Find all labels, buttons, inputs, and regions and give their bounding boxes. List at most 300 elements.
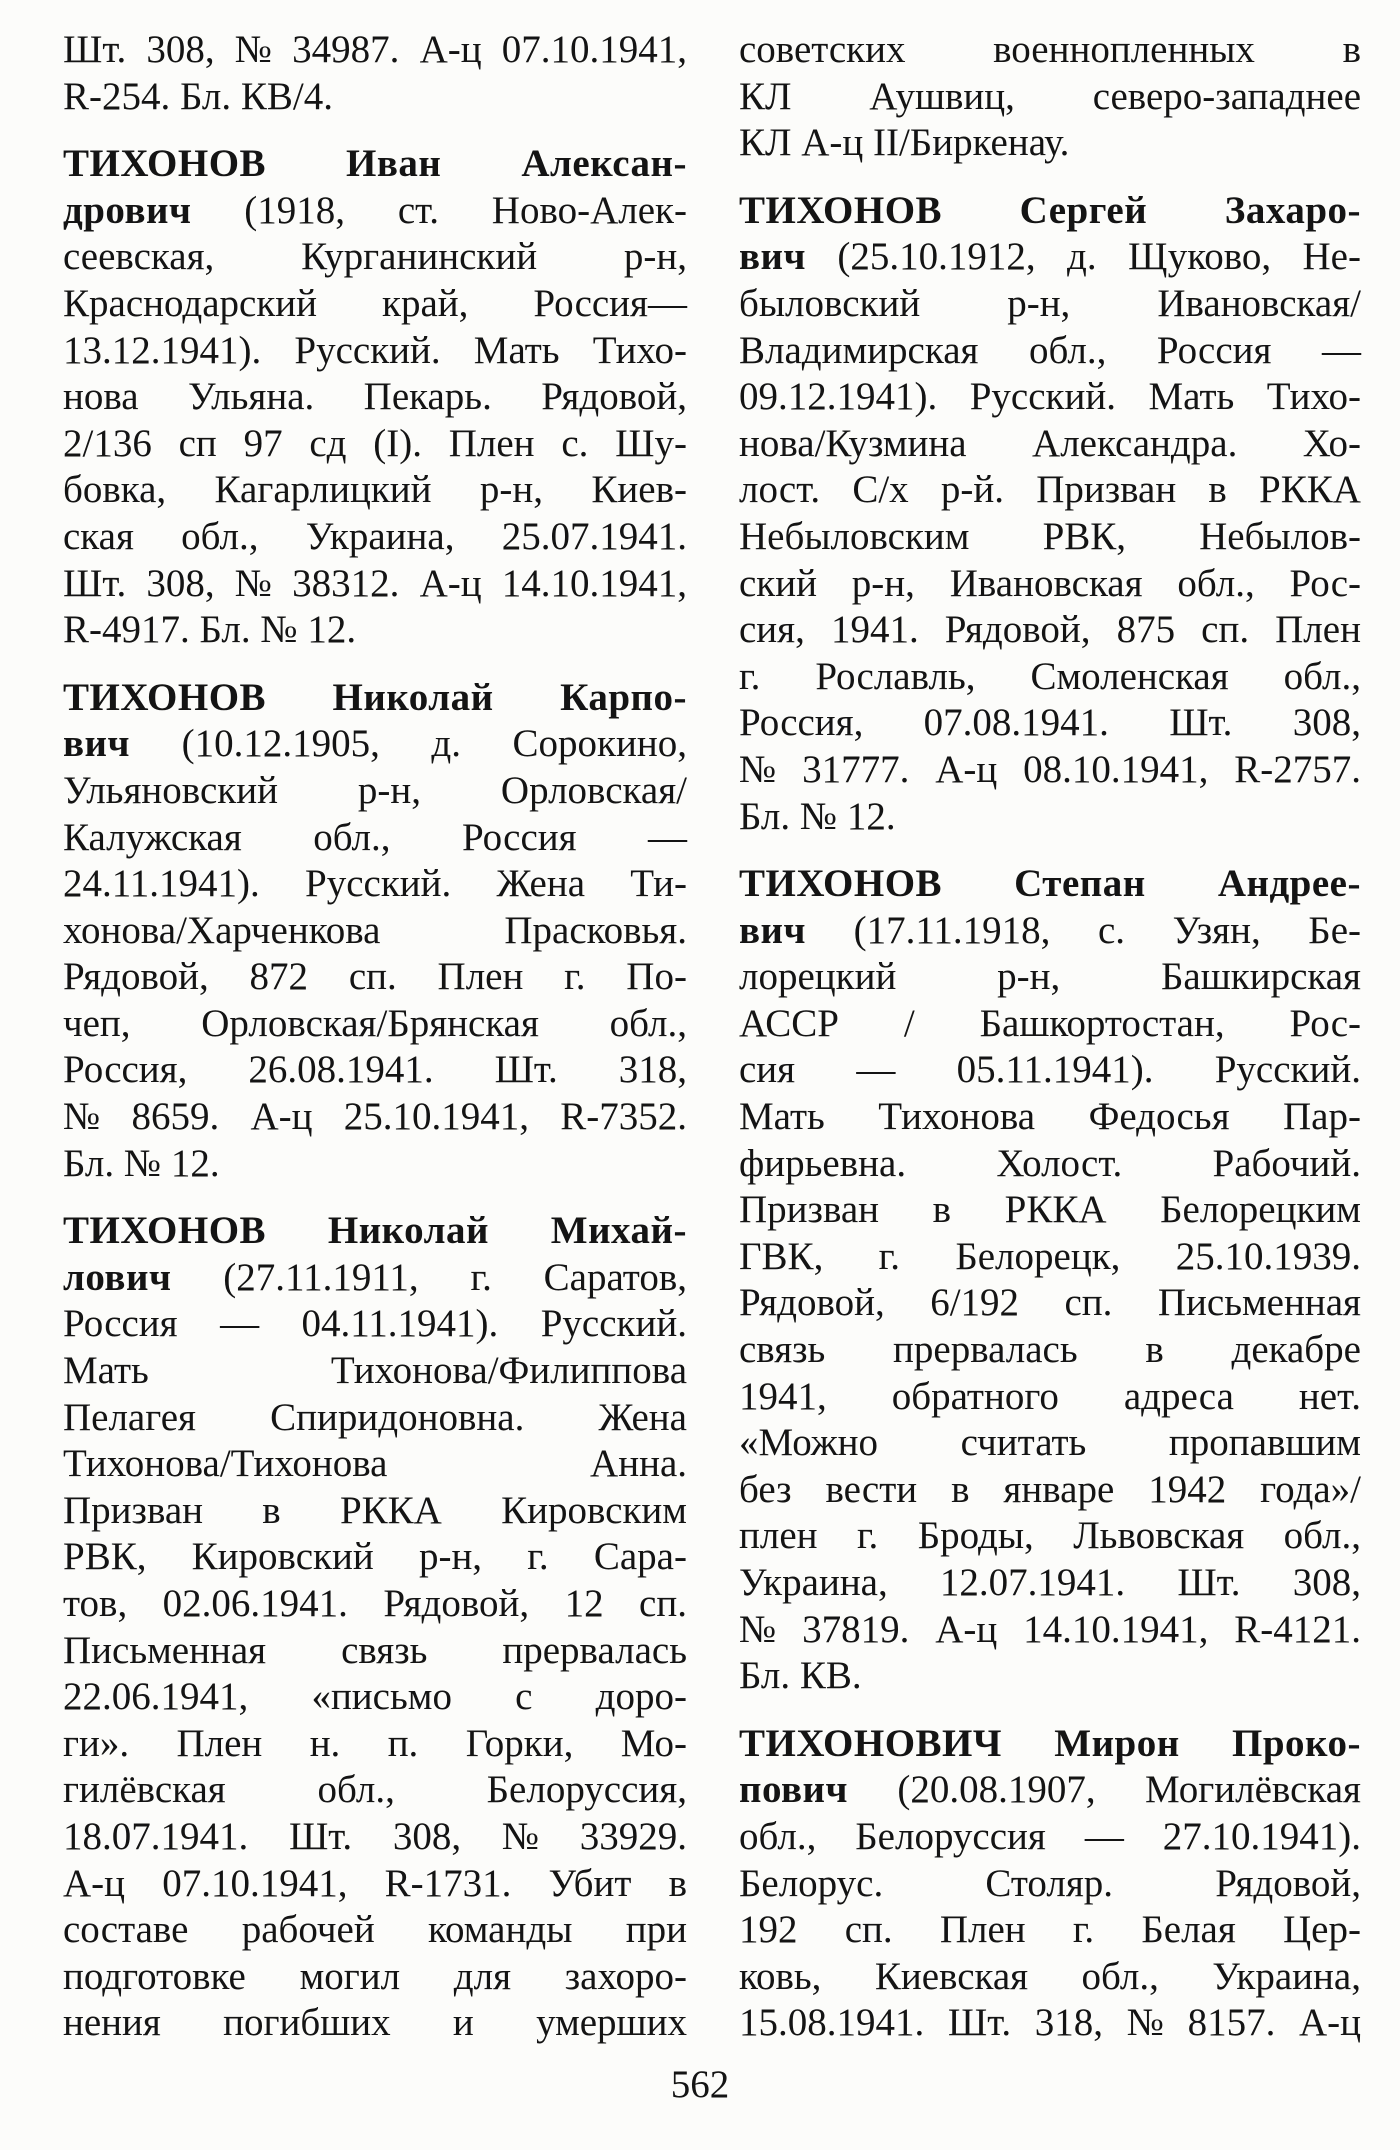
- word: Ульяна.: [187, 375, 315, 419]
- word: Тихонова/Тихонова: [63, 1442, 388, 1486]
- word: Орловская/Брянская: [201, 1001, 539, 1045]
- word: Владимирская: [739, 328, 979, 372]
- word: Бл.: [199, 608, 261, 652]
- word: Шт.: [1177, 1561, 1241, 1604]
- word: (27.11.1911,: [223, 1255, 419, 1299]
- word: РККА: [1259, 468, 1361, 512]
- word: /: [903, 1001, 915, 1045]
- word: в: [932, 1188, 952, 1232]
- word: R-2757.: [1234, 747, 1361, 791]
- word: №: [739, 1607, 777, 1651]
- word: сп.: [348, 955, 397, 999]
- word: Украина,: [739, 1561, 888, 1604]
- word: Белорецк,: [955, 1234, 1121, 1278]
- word: Прасковья.: [504, 908, 687, 952]
- word: «письмо: [311, 1675, 452, 1719]
- text-line: [739, 27, 1361, 74]
- word: при: [625, 1908, 687, 1952]
- word: Бл.: [739, 1654, 800, 1698]
- word: Пелагея: [63, 1395, 196, 1439]
- word: Бл.: [63, 1141, 124, 1185]
- word: 33929.: [579, 1814, 687, 1858]
- word: 15.08.1941.: [739, 2001, 925, 2045]
- word: 07.10.1941,: [162, 1861, 348, 1905]
- word: Столяр.: [985, 1861, 1114, 1905]
- surname-bold: вич: [739, 235, 807, 279]
- word: Хо-: [1302, 421, 1361, 465]
- word: Рядовой,: [944, 608, 1091, 652]
- text-line: [63, 188, 687, 235]
- word: Львовская: [1073, 1514, 1245, 1558]
- word: Рос-: [1289, 1001, 1361, 1045]
- word: в: [668, 1861, 687, 1905]
- text-line: [739, 1861, 1361, 1908]
- word: (25.10.1912,: [837, 235, 1036, 279]
- text-line: [739, 1513, 1361, 1560]
- text-line: [739, 1607, 1361, 1654]
- word: д.: [431, 722, 461, 766]
- text-line: [739, 188, 1361, 235]
- word: Белоруссия,: [486, 1768, 687, 1812]
- word: Письменная: [63, 1628, 267, 1672]
- word: вести: [825, 1467, 918, 1511]
- word: Сара-: [593, 1535, 687, 1579]
- text-line: [739, 1141, 1361, 1188]
- text-line: [63, 675, 687, 722]
- word: Кировский: [191, 1535, 374, 1579]
- word: Краснодарский: [63, 281, 318, 325]
- word: №: [123, 1141, 171, 1185]
- word: быловский: [739, 281, 921, 325]
- text-line: [739, 328, 1361, 375]
- word: обл.,: [1283, 654, 1361, 698]
- text-line: [739, 421, 1361, 468]
- word: 25.07.1941.: [501, 514, 687, 558]
- text-line: [63, 1721, 687, 1768]
- word: Рядовой,: [541, 375, 687, 419]
- text-line: [63, 1348, 687, 1395]
- word: №: [234, 28, 272, 71]
- text-line: [739, 1047, 1361, 1094]
- word: обл.,: [317, 1768, 395, 1812]
- text-line: [739, 1907, 1361, 1954]
- word: 14.10.1941,: [501, 561, 687, 605]
- word: команды: [428, 1908, 573, 1952]
- word: А-ц: [63, 1861, 126, 1905]
- text-line: [739, 607, 1361, 654]
- word: года»/: [1260, 1467, 1361, 1511]
- surname-bold: лович: [63, 1255, 172, 1299]
- word: 308,: [1292, 701, 1361, 745]
- word: Щуково,: [1127, 235, 1272, 279]
- word: северо-западнее: [1092, 74, 1361, 118]
- word: для: [453, 1954, 512, 1998]
- text-line: [63, 1301, 687, 1348]
- word: обл.,: [1028, 328, 1107, 372]
- word: 2/136: [63, 421, 152, 465]
- word: Русский.: [969, 375, 1116, 419]
- word: 872: [249, 955, 309, 999]
- text-line: [739, 1721, 1361, 1768]
- text-line: [63, 908, 687, 955]
- word: г.: [564, 955, 586, 999]
- word: Не-: [1302, 235, 1361, 279]
- word: г.: [878, 1234, 901, 1278]
- surname-bold: Алексан-: [521, 142, 687, 186]
- word: Жена: [496, 862, 586, 906]
- word: обл.,: [181, 514, 259, 558]
- word: Шт.: [494, 1048, 558, 1092]
- word: 02.06.1941.: [162, 1582, 348, 1625]
- word: Тихо-: [1266, 375, 1361, 419]
- word: №: [63, 1095, 101, 1139]
- text-line: [739, 1653, 1361, 1700]
- text-line: [63, 1141, 687, 1188]
- text-line: [63, 954, 687, 1001]
- word: в: [262, 1488, 281, 1532]
- surname-bold: дрович: [63, 188, 192, 232]
- text-line: [739, 1374, 1361, 1421]
- word: прервалась: [502, 1628, 687, 1672]
- word: №: [260, 608, 308, 652]
- text-line: [63, 1861, 687, 1908]
- surname-bold: ТИХОНОВ: [63, 142, 267, 186]
- word: умерших: [536, 2001, 687, 2045]
- text-line: [739, 954, 1361, 1001]
- surname-bold: Проко-: [1232, 1721, 1361, 1765]
- word: ковь,: [739, 1954, 822, 1998]
- word: 12.07.1941.: [939, 1561, 1126, 1604]
- word: №: [234, 561, 272, 605]
- text-line: [63, 1674, 687, 1721]
- word: Цер-: [1282, 1908, 1361, 1952]
- text-line: [63, 861, 687, 908]
- word: пропавшим: [1168, 1421, 1361, 1465]
- word: 37819.: [802, 1607, 910, 1651]
- word: 13.12.1941).: [63, 328, 262, 372]
- surname-bold: вич: [63, 722, 131, 766]
- word: Шт.: [288, 1814, 353, 1858]
- word: «Можно: [739, 1421, 879, 1465]
- text-line: [63, 514, 687, 561]
- word: Холост.: [996, 1141, 1123, 1185]
- word: 26.08.1941.: [248, 1048, 434, 1092]
- word: Бл.: [180, 74, 241, 118]
- word: Александра.: [1032, 421, 1238, 465]
- word: прервалась: [893, 1328, 1078, 1372]
- text-line: [63, 1255, 687, 1302]
- word: 38312.: [292, 561, 400, 605]
- word: Белорецким: [1160, 1188, 1361, 1232]
- word: А-ц: [250, 1095, 313, 1139]
- word: Киевская: [874, 1954, 1029, 1998]
- word: Мать: [739, 1095, 825, 1139]
- text-line: [739, 654, 1361, 701]
- word: фирьевна.: [739, 1141, 907, 1185]
- text-line: [739, 514, 1361, 561]
- word: рабочей: [241, 1908, 375, 1952]
- word: г.: [1072, 1908, 1095, 1952]
- word: Смоленская: [1030, 654, 1229, 698]
- word: 07.10.1941,: [501, 28, 687, 71]
- word: н.: [309, 1721, 341, 1765]
- word: в: [1208, 468, 1227, 512]
- word: связь: [341, 1628, 428, 1672]
- word: —: [648, 815, 687, 859]
- word: №: [739, 747, 777, 791]
- word: Киев-: [591, 468, 687, 512]
- word: Плен: [176, 1721, 263, 1765]
- text-line: [63, 1767, 687, 1814]
- word: бовка,: [63, 468, 167, 512]
- surname-bold: ТИХОНОВ: [63, 1209, 267, 1253]
- word: Тихо-: [592, 328, 687, 372]
- word: сд: [309, 421, 347, 465]
- word: захоро-: [564, 1954, 687, 1998]
- text-line: [739, 120, 1361, 167]
- word: подготовке: [63, 1954, 246, 1998]
- word: ГВК,: [739, 1234, 824, 1278]
- word: Россия: [63, 1302, 178, 1346]
- word: Плен: [939, 1908, 1026, 1952]
- word: Узян,: [1172, 908, 1261, 952]
- word: 308,: [1292, 1561, 1361, 1604]
- word: (20.08.1907,: [897, 1768, 1096, 1812]
- word: в: [1145, 1328, 1164, 1372]
- word: советских: [739, 28, 906, 71]
- text-line: [63, 1441, 687, 1488]
- word: с: [515, 1675, 533, 1719]
- word: 34987.: [292, 28, 400, 71]
- text-line: [63, 281, 687, 328]
- text-line: [739, 1094, 1361, 1141]
- text-line: [63, 815, 687, 862]
- word: R-4121.: [1234, 1607, 1361, 1651]
- word: Белая: [1141, 1908, 1236, 1952]
- word: сеевская,: [63, 235, 215, 279]
- word: Ивановская: [949, 561, 1143, 605]
- word: 08.10.1941,: [1023, 747, 1209, 791]
- word: 318,: [618, 1048, 687, 1092]
- word: военнопленных: [993, 28, 1255, 71]
- word: Кагарлицкий: [214, 468, 432, 512]
- surname-bold: Мирон: [1054, 1721, 1180, 1765]
- word: Шу-: [615, 421, 687, 465]
- word: 24.11.1941).: [63, 862, 260, 906]
- word: сия: [739, 1048, 796, 1092]
- word: лост.: [739, 468, 821, 512]
- word: —: [1084, 1814, 1124, 1858]
- word: адреса: [1123, 1374, 1234, 1418]
- surname-bold: пович: [739, 1768, 849, 1812]
- text-line: [63, 1094, 687, 1141]
- entry-block: [739, 1721, 1361, 2047]
- word: Орловская/: [500, 768, 687, 812]
- left-column: [63, 27, 687, 2047]
- word: чеп,: [63, 1001, 131, 1045]
- word: Белоруссия: [855, 1814, 1046, 1858]
- word: (I).: [373, 421, 422, 465]
- text-line: [739, 467, 1361, 514]
- word: р-н,: [1007, 281, 1071, 325]
- word: 192: [739, 1908, 798, 1952]
- word: 12: [564, 1582, 604, 1625]
- word: Пекарь.: [363, 375, 492, 419]
- word: погибших: [223, 2001, 391, 2045]
- word: Россия: [461, 815, 577, 859]
- word: в: [951, 1467, 970, 1511]
- text-line: [739, 1280, 1361, 1327]
- word: 18.07.1941.: [63, 1814, 249, 1858]
- word: г.: [739, 654, 761, 698]
- surname-bold: Андрее-: [1217, 862, 1361, 906]
- word: Броды,: [917, 1514, 1034, 1558]
- word: нения: [63, 2001, 161, 2045]
- word: 97: [243, 421, 283, 465]
- text-line: [63, 1208, 687, 1255]
- word: нова/Кузмина: [739, 421, 967, 465]
- word: Башкирская: [1161, 955, 1361, 999]
- word: С/х: [852, 468, 909, 512]
- right-column: [739, 27, 1361, 2047]
- word: п.: [387, 1721, 419, 1765]
- word: 308,: [392, 1814, 462, 1858]
- entry-block: [739, 188, 1361, 840]
- word: КВ/4.: [240, 74, 333, 118]
- text-line: [739, 1420, 1361, 1467]
- word: 07.08.1941.: [923, 701, 1109, 745]
- word: 14.10.1941,: [1023, 1607, 1209, 1651]
- word: Аушвиц,: [869, 74, 1015, 118]
- word: R-7352.: [560, 1095, 687, 1139]
- continuation-block: [63, 27, 687, 120]
- word: Белорус.: [739, 1861, 884, 1905]
- surname-bold: Захаро-: [1224, 188, 1361, 232]
- word: р-н,: [623, 235, 687, 279]
- word: Плен: [1275, 608, 1361, 652]
- surname-bold: ТИХОНОВ: [739, 188, 943, 232]
- word: Шт.: [947, 2001, 1012, 2045]
- word: №: [799, 794, 847, 838]
- text-line: [739, 1560, 1361, 1607]
- text-line: [63, 2000, 687, 2047]
- word: Шт.: [63, 28, 127, 71]
- text-line: [63, 607, 687, 654]
- text-line: [739, 1467, 1361, 1514]
- word: А-ц: [419, 561, 482, 605]
- word: обл.,: [739, 1814, 817, 1858]
- word: Могилёвская: [1145, 1768, 1361, 1812]
- word: 22.06.1941,: [63, 1675, 249, 1719]
- word: связь: [739, 1328, 826, 1372]
- entry-block: [63, 141, 687, 654]
- word: Небылов-: [1199, 514, 1361, 558]
- word: Спиридоновна.: [270, 1395, 525, 1439]
- text-line: [63, 234, 687, 281]
- word: №: [1126, 2001, 1164, 2045]
- word: Рос-: [1289, 561, 1361, 605]
- surname-bold: ТИХОНОВ: [739, 862, 943, 906]
- word: —: [856, 1048, 896, 1092]
- text-line: [739, 1767, 1361, 1814]
- word: край,: [382, 281, 469, 325]
- word: обл.,: [1081, 1954, 1159, 1998]
- page-number: 562: [670, 2063, 730, 2106]
- word: Россия,: [63, 1048, 188, 1092]
- word: могил: [299, 1954, 401, 1998]
- entry-block: [63, 1208, 687, 2047]
- word: Рядовой,: [383, 1582, 530, 1625]
- word: Призван: [63, 1488, 204, 1532]
- text-line: [739, 794, 1361, 841]
- word: Убит: [548, 1861, 632, 1905]
- surname-bold: ТИХОНОВ: [63, 675, 267, 719]
- word: Рядовой,: [739, 1281, 885, 1325]
- word: РККА: [1004, 1188, 1107, 1232]
- word: Небыловским: [739, 514, 970, 558]
- word: Тихонова/Филиппова: [330, 1349, 687, 1393]
- word: По-: [626, 955, 687, 999]
- word: обл.,: [313, 815, 391, 859]
- word: доро-: [595, 1675, 687, 1719]
- word: Ти-: [630, 862, 687, 906]
- word: (1918,: [244, 188, 346, 232]
- word: Ивановская/: [1157, 281, 1361, 325]
- word: сп.: [1064, 1281, 1113, 1325]
- word: Россия—: [533, 281, 687, 325]
- text-line: [739, 374, 1361, 421]
- word: Украина,: [305, 514, 455, 558]
- word: 1941.: [830, 608, 919, 652]
- word: сия,: [739, 608, 805, 652]
- word: считать: [960, 1421, 1087, 1465]
- word: А-ц: [419, 28, 482, 71]
- word: Калужская: [63, 815, 242, 859]
- word: Плен: [437, 955, 524, 999]
- word: тов,: [63, 1582, 128, 1625]
- word: А-ц: [801, 121, 873, 165]
- word: 8659.: [131, 1095, 220, 1139]
- word: Федосья: [1088, 1095, 1230, 1139]
- word: Призван: [1036, 468, 1177, 512]
- word: Русский.: [1214, 1048, 1361, 1092]
- word: декабре: [1231, 1328, 1361, 1372]
- word: январе: [1003, 1467, 1115, 1511]
- text-line: [63, 1001, 687, 1048]
- word: РККА: [339, 1488, 442, 1532]
- word: Курганинский: [301, 235, 538, 279]
- text-line: [739, 281, 1361, 328]
- word: —: [220, 1302, 260, 1346]
- text-line: [739, 74, 1361, 121]
- word: с.: [561, 421, 589, 465]
- surname-bold: Николай: [327, 1209, 489, 1253]
- text-line: [63, 1534, 687, 1581]
- entry-block: [63, 675, 687, 1188]
- word: Письменная: [1157, 1281, 1361, 1325]
- word: Ново-Алек-: [491, 188, 687, 232]
- word: 1941,: [739, 1374, 827, 1418]
- word: р-н,: [418, 1535, 483, 1579]
- text-line: [63, 1488, 687, 1535]
- word: ский: [739, 561, 817, 605]
- surname-bold: вич: [739, 908, 807, 952]
- text-line: [63, 467, 687, 514]
- surname-bold: Сергей: [1019, 188, 1148, 232]
- word: нова: [63, 375, 139, 419]
- word: Анна.: [590, 1442, 687, 1486]
- word: обратного: [891, 1374, 1059, 1418]
